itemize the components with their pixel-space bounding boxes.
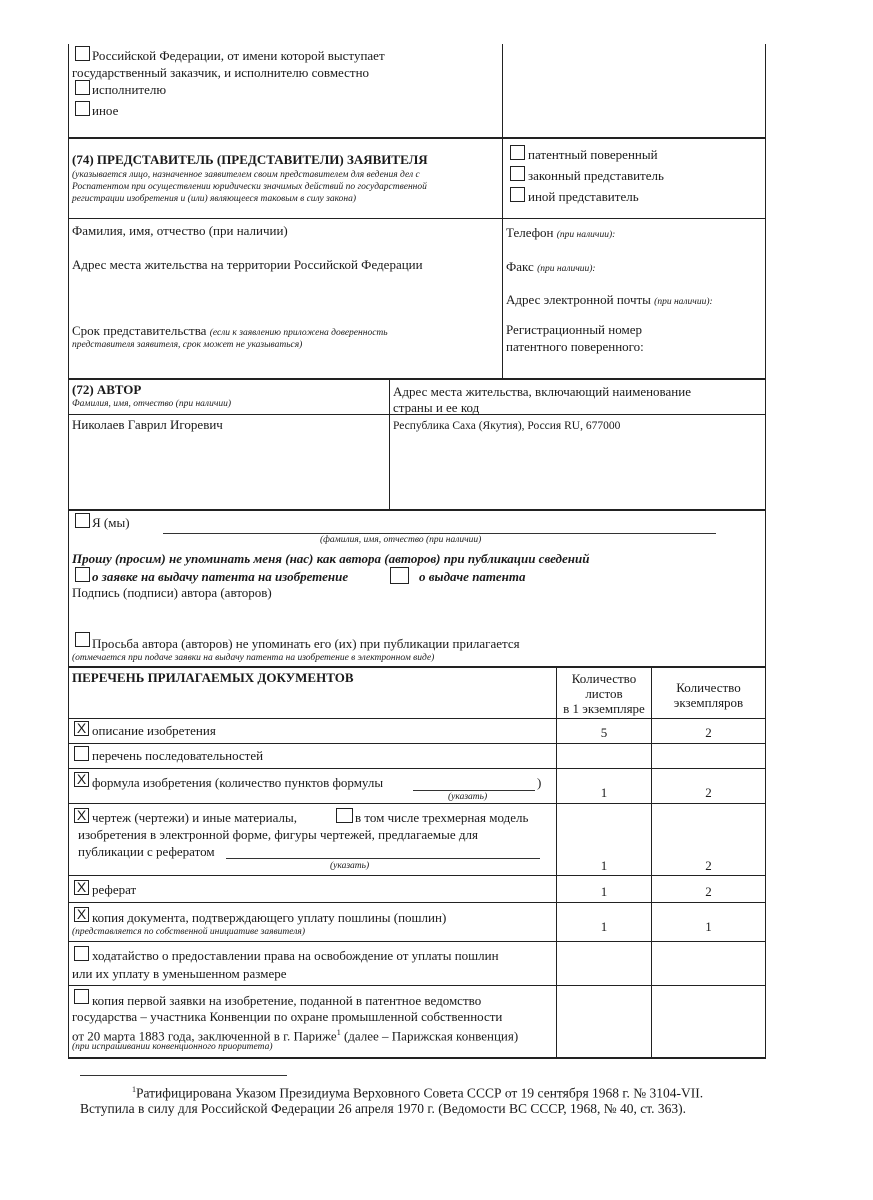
fio-fill-line[interactable] — [163, 533, 716, 534]
other-rep-label: иной представитель — [528, 189, 639, 204]
hline-nomention-top — [68, 509, 766, 511]
footnote-line-1 — [132, 1082, 703, 1101]
reg-number-label-1: Регистрационный номер — [506, 322, 642, 337]
checkbox-legal-rep[interactable] — [510, 166, 525, 181]
doc-fee-exemption-line-2: или их уплату в уменьшенном размере — [72, 966, 287, 981]
doc-priority-copy-note: (при испрашивании конвенционного приоритета) — [72, 1042, 273, 1052]
patent-attorney-label: патентный поверенный — [528, 147, 658, 162]
checkbox-executor[interactable] — [75, 80, 90, 95]
author-title: (72) АВТОР — [72, 382, 142, 397]
docs-row-line-5 — [68, 875, 766, 876]
phone-label — [506, 225, 615, 241]
left-border — [68, 44, 69, 1058]
reg-number-label-2: патентного поверенного: — [506, 339, 644, 354]
author-name: Николаев Гаврил Игоревич — [72, 417, 223, 432]
checkbox-request-attached[interactable] — [75, 632, 90, 647]
doc-drawings-copies: 2 — [705, 858, 712, 873]
priority-line3-b: (далее – Парижская конвенция) — [340, 1028, 519, 1044]
docs-row-line-3 — [68, 768, 766, 769]
author-address-header-1: Адрес места жительства, включающий наименование — [393, 384, 691, 399]
checkbox-fee-payment[interactable]: X — [74, 907, 89, 922]
claims-specify-note: (указать) — [448, 792, 488, 802]
claims-count-line[interactable] — [413, 790, 535, 791]
doc-fee-payment-label: копия документа, подтверждающего уплату пошлины (пошлин) — [92, 910, 447, 925]
docs-row-line-2 — [68, 743, 766, 744]
rep-term-label — [72, 323, 388, 339]
hline-rep-top — [68, 137, 766, 139]
docs-row-line-4 — [68, 803, 766, 804]
col-copies-header-2: экземпляров — [673, 695, 744, 710]
right-border — [765, 44, 766, 1058]
claims-close-paren: ) — [537, 775, 542, 790]
author-subtitle: Фамилия, имя, отчество (при наличии) — [72, 399, 232, 409]
doc-abstract-label: реферат — [92, 882, 137, 897]
doc-drawings-sheets: 1 — [600, 858, 608, 873]
doc-fee-payment-sheets: 1 — [600, 919, 608, 934]
doc-fee-payment-copies: 1 — [705, 919, 712, 934]
checkbox-fee-exemption[interactable] — [74, 946, 89, 961]
footnote-line-2: Вступила в силу для Российской Федерации 26 апреля 1970 г. (Ведомости ВС СССР, 1968, № 40, ст. 363). — [80, 1101, 686, 1116]
docs-bottom-line — [68, 1057, 766, 1059]
docs-row-line-8 — [68, 985, 766, 986]
doc-abstract-copies: 2 — [705, 884, 712, 899]
checkbox-application-info[interactable] — [75, 567, 90, 582]
checkbox-i-we[interactable] — [75, 513, 90, 528]
phone-label-text: Телефон — [506, 225, 554, 240]
author-divider — [389, 378, 390, 509]
rf-customer-line1: Российской Федерации, от имени которой выступает — [92, 48, 385, 63]
rep-term-text: Срок представительства — [72, 323, 207, 338]
col-sheets-header-2: листов — [585, 686, 623, 701]
other-label: иное — [92, 103, 119, 118]
email-note: (при наличии): — [654, 297, 713, 307]
fio-fill-note: (фамилия, имя, отчество (при наличии) — [320, 535, 482, 545]
fax-note: (при наличии): — [537, 264, 596, 274]
doc-description-sheets: 5 — [600, 725, 608, 740]
no-mention-request: Прошу (просим) не упоминать меня (нас) как автора (авторов) при публикации сведений — [72, 551, 590, 566]
executor-label: исполнителю — [92, 82, 167, 97]
doc-description-label: описание изобретения — [92, 723, 216, 738]
representative-note-3: регистрации изобретения и (или) являющееся таковым в силу закона) — [72, 194, 357, 204]
doc-description-copies: 2 — [705, 725, 712, 740]
representative-note-1: (указывается лицо, назначенное заявителем своим представителем для ведения дел с — [72, 170, 420, 180]
doc-fee-payment-note: (представляется по собственной инициативе заявителя) — [72, 927, 305, 937]
checkbox-priority-copy[interactable] — [74, 989, 89, 1004]
rf-customer-line2: государственный заказчик, и исполнителю совместно — [72, 65, 370, 80]
footnote-text-1: Ратифицирована Указом Президиума Верховного Совета СССР от 19 сентября 1968 г. № 3104-VII. — [136, 1085, 704, 1101]
request-attached-note: (отмечается при подаче заявки на выдачу патента на изобретение в электронном виде) — [72, 653, 435, 663]
checkbox-other[interactable] — [75, 101, 90, 116]
col-sheets-header-1: Количество — [571, 671, 637, 686]
hline-rep-mid — [68, 218, 766, 219]
rep-address-label: Адрес места жительства на территории Российской Федерации — [72, 257, 423, 272]
legal-rep-label: законный представитель — [528, 168, 664, 183]
checkbox-drawings[interactable]: X — [74, 808, 89, 823]
doc-claims-sheets: 1 — [600, 785, 608, 800]
patent-info-label: о выдаче патента — [419, 569, 526, 584]
doc-priority-copy-line-2: государства – участника Конвенции по охране промышленной собственности — [72, 1009, 503, 1024]
author-address-header-2: страны и ее код — [393, 400, 480, 415]
doc-drawings-line-3: публикации с рефератом — [78, 844, 215, 859]
footnote-separator — [80, 1075, 287, 1076]
col-sheets-header-3: в 1 экземпляре — [563, 701, 645, 716]
fax-label-text: Факс — [506, 259, 534, 274]
checkbox-3d-model[interactable] — [336, 808, 353, 823]
rep-fio-label: Фамилия, имя, отчество (при наличии) — [72, 223, 288, 238]
doc-priority-copy-line-3 — [72, 1025, 518, 1043]
checkbox-sequence-list[interactable] — [74, 746, 89, 761]
hline-author-top — [68, 378, 766, 380]
checkbox-patent-attorney[interactable] — [510, 145, 525, 160]
priority-footnote-ref: 1 — [336, 1028, 341, 1037]
phone-note: (при наличии): — [556, 230, 616, 240]
doc-sequence-list-label: перечень последовательностей — [92, 748, 264, 763]
request-attached-label: Просьба автора (авторов) не упоминать его (их) при публикации прилагается — [92, 636, 520, 651]
col-copies-header-1: Количество — [676, 680, 741, 695]
rep-term-note-2: представителя заявителя, срок может не указываться) — [72, 340, 303, 350]
i-we-label: Я (мы) — [92, 515, 130, 530]
rep-term-note-1: (если к заявлению приложена доверенность — [209, 328, 388, 338]
doc-fee-exemption-label: ходатайство о предоставлении права на освобождение от уплаты пошлин — [92, 948, 499, 963]
rep-divider — [502, 137, 503, 378]
author-address: Республика Саха (Якутия), Россия RU, 677000 — [393, 420, 621, 432]
doc-drawings-line-2: изобретения в электронной форме, фигуры чертежей, предлагаемые для — [78, 827, 478, 842]
checkbox-patent-info[interactable] — [390, 567, 409, 584]
representative-note-2: Роспатентом при осуществлении юридически значимых действий по государственной — [72, 182, 427, 192]
hline-docs-top — [68, 666, 766, 668]
docs-row-line-6 — [68, 902, 766, 903]
footnote-marker: 1 — [132, 1085, 136, 1094]
email-label — [506, 292, 713, 308]
docs-title: ПЕРЕЧЕНЬ ПРИЛАГАЕМЫХ ДОКУМЕНТОВ — [72, 670, 354, 685]
email-label-text: Адрес электронной почты — [506, 292, 651, 307]
priority-line3-a: от 20 марта 1883 года, заключенной в г. Париже — [72, 1028, 337, 1044]
checkbox-description[interactable]: X — [74, 721, 89, 736]
checkbox-other-rep[interactable] — [510, 187, 525, 202]
checkbox-rf-customer[interactable] — [75, 46, 90, 61]
application-info-label: о заявке на выдачу патента на изобретение — [92, 569, 349, 584]
checkbox-claims[interactable]: X — [74, 772, 89, 787]
drawings-fill-line[interactable] — [226, 858, 540, 859]
top-section-divider — [502, 44, 503, 137]
doc-3d-model-label: в том числе трехмерная модель — [355, 810, 529, 825]
docs-row-line-7 — [68, 941, 766, 942]
checkbox-abstract[interactable]: X — [74, 880, 89, 895]
drawings-specify-note: (указать) — [330, 861, 370, 871]
fax-label — [506, 259, 596, 275]
docs-row-line-1 — [68, 718, 766, 719]
doc-claims-copies: 2 — [705, 785, 712, 800]
doc-abstract-sheets: 1 — [600, 884, 608, 899]
representative-title: (74) ПРЕДСТАВИТЕЛЬ (ПРЕДСТАВИТЕЛИ) ЗАЯВИТЕЛЯ — [72, 152, 428, 167]
doc-drawings-label: чертеж (чертежи) и иные материалы, — [92, 810, 297, 825]
author-signature-label: Подпись (подписи) автора (авторов) — [72, 585, 272, 600]
doc-priority-copy-label: копия первой заявки на изобретение, поданной в патентное ведомство — [92, 993, 482, 1008]
doc-claims-label: формула изобретения (количество пунктов формулы — [92, 775, 384, 790]
